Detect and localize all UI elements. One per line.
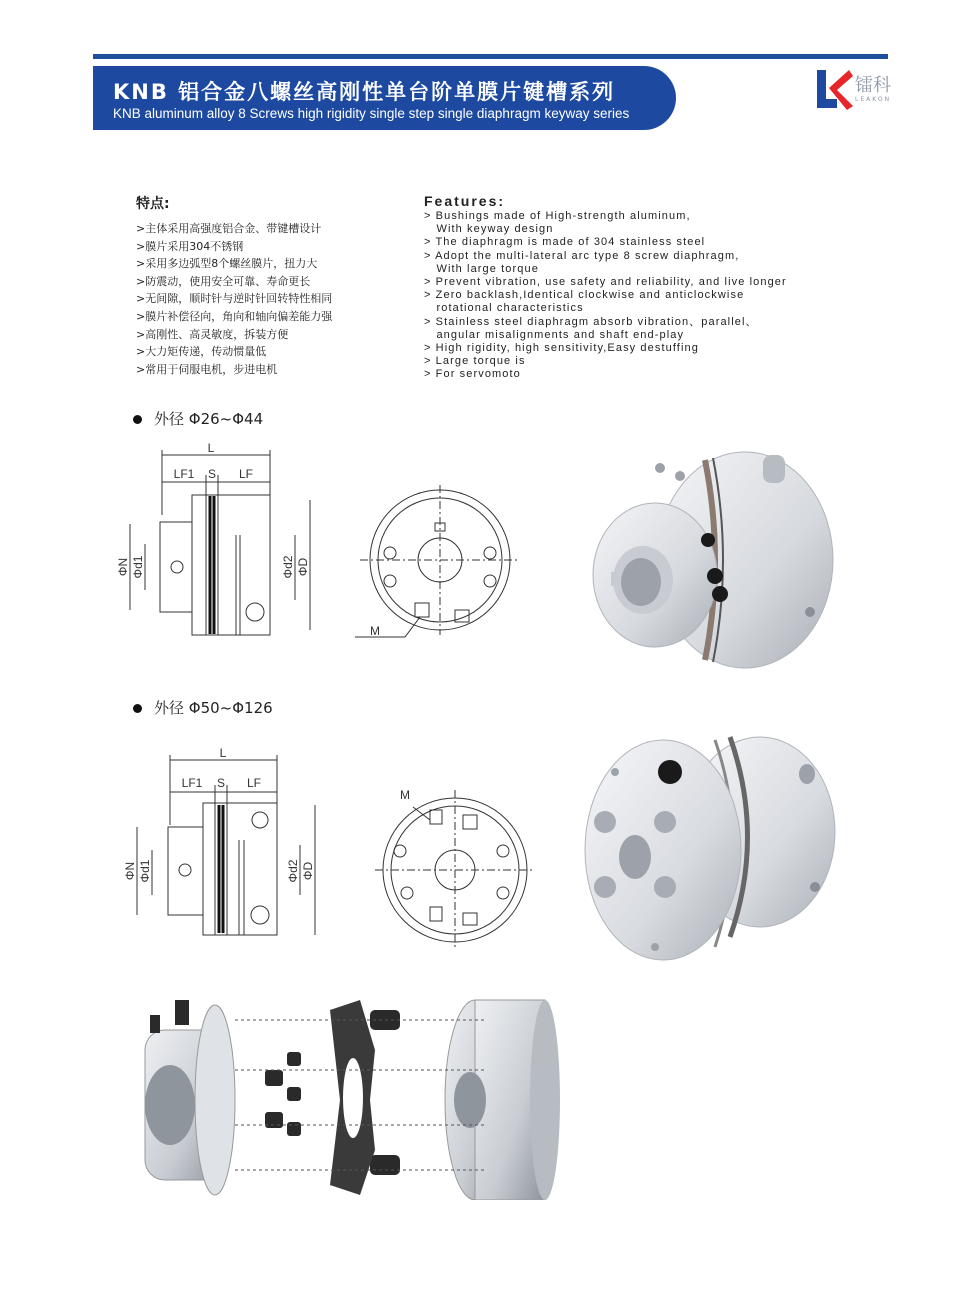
front-view-drawing-large: [375, 785, 575, 965]
feature-en-item: rotational characteristics: [424, 302, 584, 315]
page-subtitle: KNB aluminum alloy 8 Screws high rigidity single step single diaphragm keyway series: [113, 106, 630, 121]
feature-en-item: With keyway design: [424, 223, 554, 236]
feature-en-item: > The diaphragm is made of 304 stainless steel: [424, 236, 706, 249]
feature-en-item: > For servomoto: [424, 368, 521, 381]
logo-name-en: LEAKON: [855, 96, 892, 103]
coupling-photo-small: [585, 440, 845, 680]
dim-d2: Φd2: [286, 859, 300, 883]
section-label: 外径 Φ26~Φ44: [154, 410, 264, 428]
feature-zh-item: >采用多边弧型8个螺丝膜片，扭力大: [136, 257, 318, 271]
feature-en-item: > Zero backlash,Identical clockwise and anticlockwise: [424, 289, 745, 302]
title-banner: [93, 66, 676, 130]
leakon-logo-icon: [815, 68, 855, 112]
feature-zh-item: >膜片补偿径向，角向和轴向偏差能力强: [136, 309, 333, 323]
section-label: 外径 Φ50~Φ126: [154, 699, 273, 717]
dim-N: ΦN: [116, 557, 130, 577]
front-view-drawing-small: [345, 485, 545, 655]
dim-LF: LF: [246, 776, 262, 790]
dim-d2: Φd2: [281, 555, 295, 579]
side-view-drawing-small: [115, 440, 335, 640]
features-zh: [136, 193, 332, 378]
section-large-diameter: [133, 697, 273, 718]
logo-name-cn: 镭科: [855, 75, 891, 96]
header-rule: [93, 54, 888, 59]
feature-en-item: > Large torque is: [424, 355, 526, 368]
dim-LF1: LF1: [181, 776, 203, 790]
dim-D: ΦD: [301, 861, 315, 881]
dim-S: S: [207, 467, 217, 481]
dim-L: L: [219, 746, 227, 760]
dim-M: M: [400, 788, 410, 802]
brand-logo: [815, 68, 895, 112]
dim-LF: LF: [238, 467, 254, 481]
feature-zh-item: >大力矩传递，传动惯量低: [136, 345, 267, 359]
bullet-icon: [133, 415, 142, 424]
side-view-drawing-large: [115, 745, 335, 945]
coupling-photo-large: [575, 722, 845, 972]
page-title: KNB 铝合金八螺丝高刚性单台阶单膜片键槽系列: [113, 80, 616, 104]
feature-en-item: > High rigidity, high sensitivity,Easy destuffing: [424, 342, 699, 355]
dim-d1: Φd1: [131, 555, 145, 579]
feature-zh-item: >高刚性、高灵敏度，拆装方便: [136, 327, 289, 341]
feature-en-item: > Prevent vibration, use safety and reliability, and live longer: [424, 276, 787, 289]
features-en: [424, 193, 844, 383]
feature-en-item: > Bushings made of High-strength aluminum,: [424, 210, 691, 222]
feature-en-item: angular misalignments and shaft end-play: [424, 328, 685, 341]
dim-D: ΦD: [296, 557, 310, 577]
dim-S: S: [216, 776, 226, 790]
bullet-icon: [133, 704, 142, 713]
dim-L: L: [207, 441, 215, 455]
feature-en-item: With large torque: [424, 262, 539, 275]
feature-zh-item: >无间隙，顺时针与逆时针回转特性相同: [136, 292, 333, 306]
features-zh-heading: 特点:: [136, 196, 170, 212]
exploded-view-drawing: [125, 990, 565, 1200]
dim-d1: Φd1: [138, 859, 152, 883]
feature-en-item: > Adopt the multi-lateral arc type 8 screw diaphragm,: [424, 249, 740, 262]
feature-zh-item: >主体采用高强度铝合金、带键槽设计: [136, 222, 322, 235]
feature-zh-item: >膜片采用304不锈钢: [136, 239, 244, 253]
section-small-diameter: [133, 408, 263, 429]
dim-N: ΦN: [123, 861, 137, 881]
feature-zh-item: >常用于伺服电机，步进电机: [136, 362, 278, 376]
dim-M: M: [370, 624, 380, 638]
features-en-heading: Features:: [424, 193, 506, 209]
feature-en-item: > Stainless steel diaphragm absorb vibration、parallel、: [424, 315, 758, 328]
dim-LF1: LF1: [173, 467, 195, 481]
feature-zh-item: >防震动，使用安全可靠、寿命更长: [136, 274, 311, 288]
